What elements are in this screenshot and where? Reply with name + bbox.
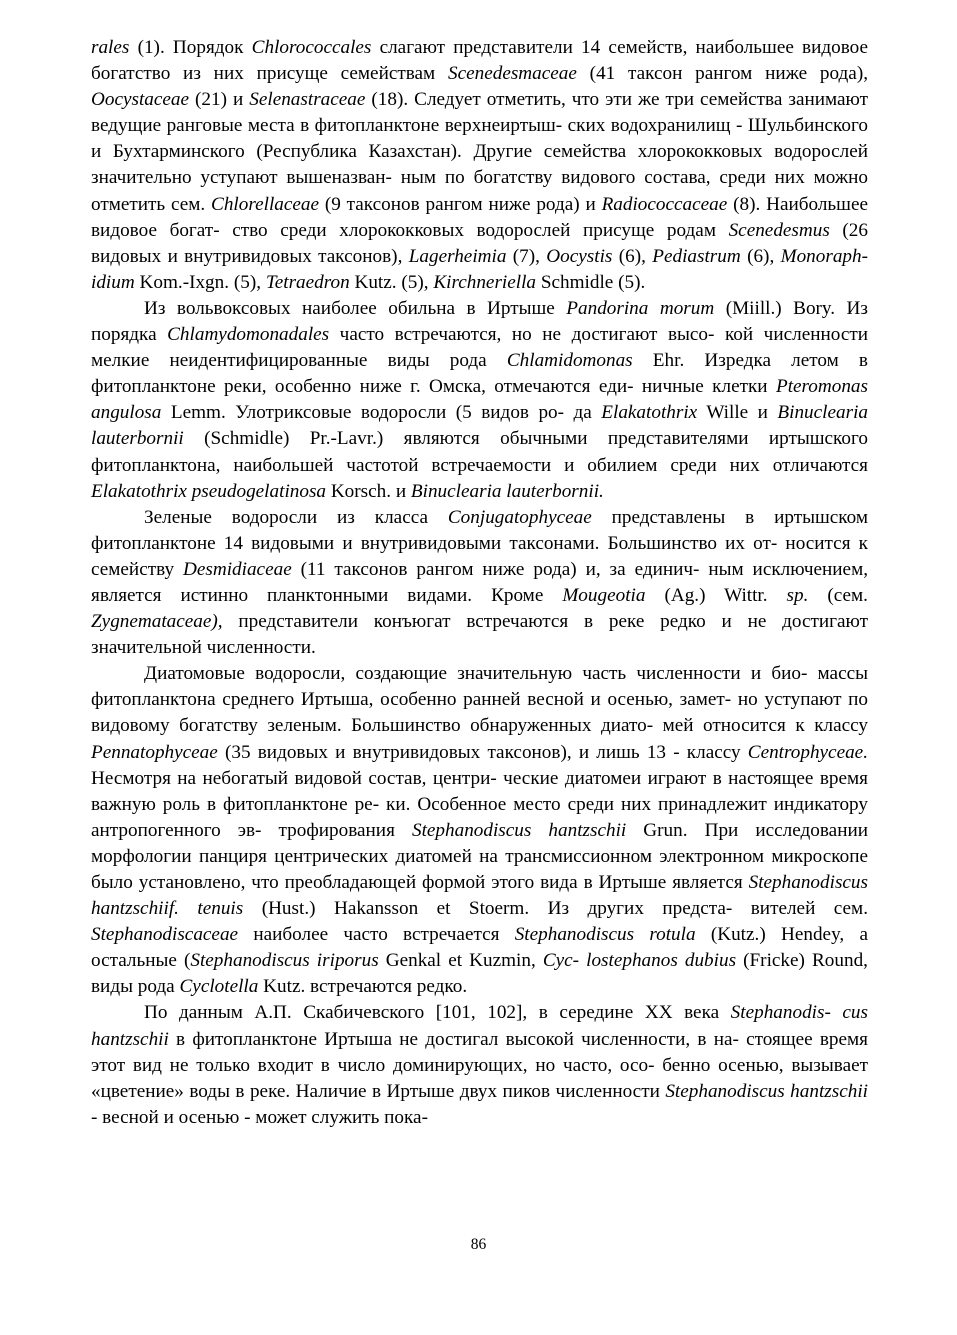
italic-term: Mougeotia (562, 584, 646, 606)
italic-term: Stephanodiscaceae (91, 924, 239, 946)
text-run: (Ag.) Wittr. (645, 584, 787, 606)
text-run: Зеленые водоросли из класса (144, 506, 448, 528)
page-number: 86 (470, 1236, 487, 1253)
text-run: (Miill.) Bory. Из порядка (91, 297, 868, 346)
text-run: (сем. (808, 584, 868, 606)
italic-term: Desmidiaceae (183, 558, 292, 580)
text-run: представлены в иртышском фитопланктоне 14 видовыми и внутривидовыми таксонами. Большинство их от- носится к семейству (91, 506, 868, 580)
text-run: представители конъюгат встречаются в реке редко и не достигают значительной численности. (91, 611, 868, 659)
paragraph (91, 35, 868, 296)
italic-term: Selenastraceae (249, 89, 366, 111)
text-run: Grun. При исследовании морфологии панциря центрических диатомей на трансмиссионном электронном микроскопе было установлено, что преобладающей формой этого вида в Иртыше является (91, 819, 868, 893)
text-run: (Fricke) Round, виды рода (91, 950, 868, 998)
text-run: (Kutz.) Hendey, а остальные ( (91, 924, 868, 972)
italic-term: Pandorina morum (566, 297, 715, 319)
italic-term: Chlamydomonadales (167, 324, 330, 346)
italic-term: Pteromonas angulosa (91, 376, 868, 424)
italic-term: Chlamidomonas (506, 350, 633, 372)
text-run: (1). Порядок (129, 37, 252, 58)
italic-term: rales (91, 37, 130, 58)
italic-term: Stephanodiscus hantzschii (665, 1080, 868, 1102)
italic-term: sp. (786, 584, 809, 606)
text-run: (6), (612, 245, 653, 267)
text-run: (6), (740, 245, 781, 267)
text-run: (41 таксон рангом ниже рода), (576, 63, 869, 85)
italic-term: Chlorococcales (251, 37, 372, 58)
paragraph (91, 296, 868, 505)
text-run: в фитопланктоне Иртыша не достигал высокой численности, в на- стоящее время этот вид не только входит в число доминирующих, но часто, осо- бенно осенью, вызывает «цветение» воды в реке. Наличие в Иртыше двух пиков численности (91, 1028, 868, 1102)
italic-term: Cyc- lostephanos dubius (542, 950, 737, 972)
text-run: Lemm. Улотриксовые водоросли (5 видов ро- да (161, 402, 602, 424)
italic-term: Oocystaceae (91, 89, 190, 111)
text-run: наиболее часто встречается (238, 924, 515, 946)
text-run: (8). Наибольшее видовое богат- ство среди хлорококковых водорослей присуще родам (91, 193, 868, 241)
italic-term: Kirchneriella (433, 271, 537, 293)
text-run: часто встречаются, но не достигают высо- кой численности мелкие неидентифицированные виды рода (91, 324, 868, 372)
paragraph (91, 1000, 868, 1130)
italic-term: Pennatophyceae (91, 741, 218, 763)
text-run: Kutz. встречаются редко. (258, 976, 468, 998)
italic-term: Pediastrum (652, 245, 741, 267)
text-run: (9 таксонов рангом ниже рода) и (319, 193, 602, 215)
italic-term: Cyclotella (179, 976, 259, 998)
paragraph (91, 505, 868, 662)
italic-term: Monoraph- idium (91, 245, 868, 293)
italic-term: Stephanodis- cus hantzschii (91, 1002, 868, 1050)
italic-term: Stephanodiscus hantzschii (411, 819, 627, 841)
italic-term: Lagerheimia (408, 245, 507, 267)
text-run: (7), (506, 245, 547, 267)
italic-term: Conjugatophyceae (447, 506, 592, 528)
text-run: Kutz. (5), (349, 271, 434, 293)
italic-term: Zygnemataceae), (91, 611, 223, 633)
text-run: Ehr. Изредка летом в фитопланктоне реки, особенно ниже г. Омска, отмечаются еди- ничные клетки (91, 350, 868, 398)
text-run: Genkal et Kuzmin, (378, 950, 543, 972)
italic-term: Tetraedron (265, 271, 350, 293)
italic-term: Binuclearia lauterbornii. (410, 480, 604, 502)
text-run: Несмотря на небогатый видовой состав, центри- ческие диатомеи играют в настоящее время важную роль в фитопланктоне ре- ки. Особенное место среди них принадлежит индикатору антропогенного эв- трофирования (91, 767, 868, 841)
text-run: Schmidle (5). (536, 271, 646, 293)
italic-term: Scenedesmus (728, 219, 830, 241)
paragraph (91, 661, 868, 1000)
text-run: По данным А.П. Скабичевского [101, 102], в середине XX века (144, 1002, 731, 1024)
text-run: Kom.-Ixgn. (5), (134, 271, 266, 293)
italic-term: Radiococcaceae (601, 193, 728, 215)
text-run: (35 видовых и внутривидовых таксонов), и лишь 13 - классу (217, 741, 748, 763)
text-run: (18). Следует отметить, что эти же три семейства занимают ведущие ранговые места в фитопланктоне верхнеиртыш- ских водохранилищ - Шульбинского и Бухтарминского (Республика Казахстан). Другие семейства хлорококковых водорослей значительно уступают вышеназван- ным по богатству видового состава, среди них можно отметить сем. (91, 89, 868, 215)
italic-term: Elakatothrix pseudogelatinosa (91, 480, 327, 502)
italic-term: Stephanodiscus iriporus (190, 950, 379, 972)
italic-term: Scenedesmaceae (447, 63, 577, 85)
italic-term: Stephanodiscus rotula (514, 924, 696, 946)
italic-term: Elakatothrix (601, 402, 698, 424)
italic-term: Binuclearia lauterbornii (91, 402, 868, 450)
body-text (91, 35, 868, 1131)
italic-term: Chlorellaceae (211, 193, 320, 215)
text-run: (21) и (189, 89, 250, 111)
text-run: Korsch. и (326, 480, 411, 502)
text-run: (11 таксонов рангом ниже рода) и, за единич- ным исключением, является истинно планктонными видами. Кроме (91, 558, 869, 606)
text-run: (Hust.) Hakansson et Stoerm. Из других предста- вителей сем. (243, 898, 868, 920)
italic-term: Oocystis (546, 245, 613, 267)
text-run: слагают представители 14 семейств, наибольшее видовое богатство из них присуще семействам (91, 37, 868, 85)
text-run: - весной и осенью - может служить пока- (91, 1106, 428, 1128)
text-run: Wille и (697, 402, 778, 424)
text-run: (Schmidle) Pr.-Lavr.) являются обычными представителями иртышского фитопланктона, наибольшей частотой встречаемости и обилием среди них отличаются (91, 428, 868, 476)
text-run: Из вольвоксовых наиболее обильна в Иртыше (144, 297, 567, 319)
italic-term: Centrophyceae. (747, 741, 868, 763)
italic-term: Stephanodiscus hantzschiif. tenuis (91, 872, 868, 920)
text-run: (26 видовых и внутривидовых таксонов), (91, 219, 868, 267)
text-run: Диатомовые водоросли, создающие значительную часть численности и био- массы фитопланктона среднего Иртыша, особенно ранней весной и осенью, замет- но уступают по видовому богатству зеленым. Большинство обнаруженных диато- мей относится к классу (91, 663, 868, 737)
